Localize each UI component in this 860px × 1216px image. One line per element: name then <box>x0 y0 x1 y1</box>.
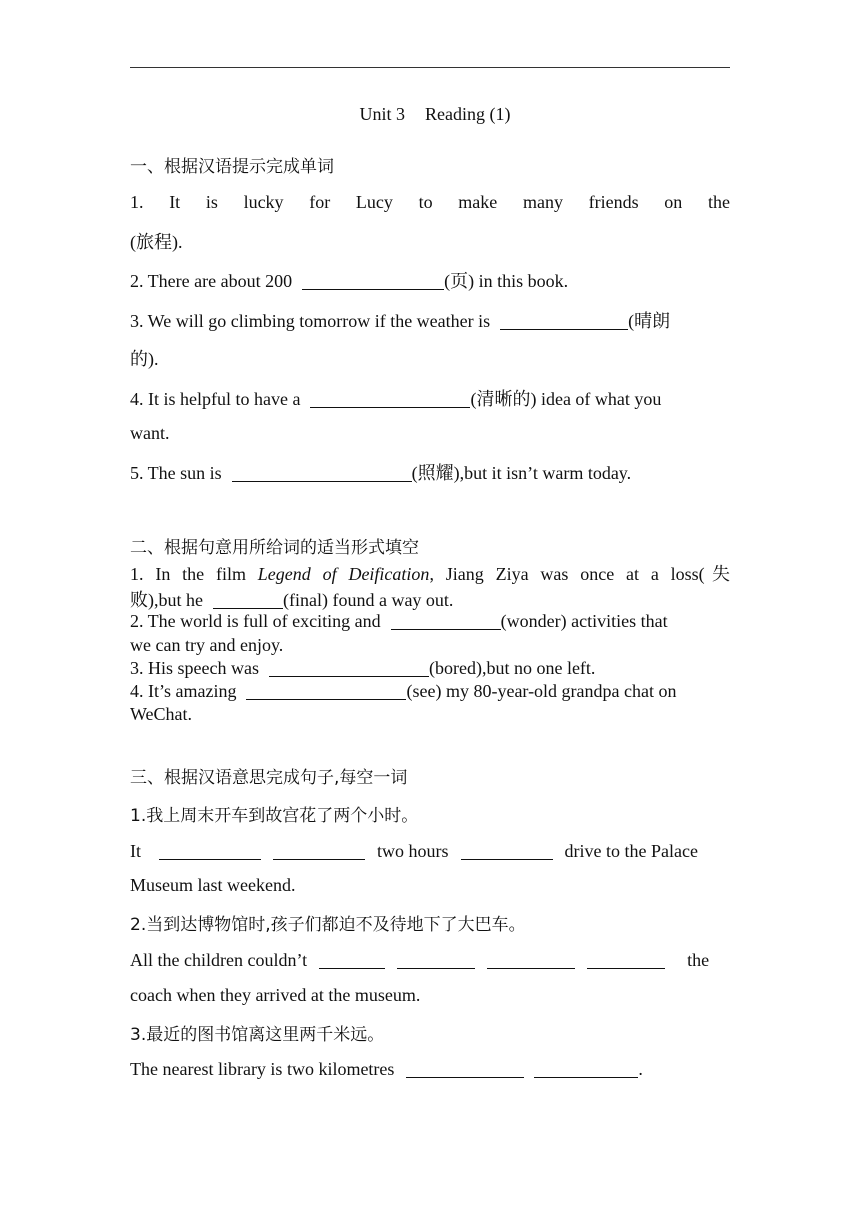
answer-blank[interactable] <box>213 590 283 609</box>
s1-question-3-cont: 的). <box>130 349 159 369</box>
answer-blank[interactable] <box>397 950 475 969</box>
answer-blank[interactable] <box>310 389 470 408</box>
s3-question-2-chinese: 2.当到达博物馆时,孩子们都迫不及待地下了大巴车。 <box>130 915 526 935</box>
answer-blank[interactable] <box>319 950 385 969</box>
answer-blank[interactable] <box>534 1059 638 1078</box>
s2-question-1: 1. In the film Legend of Deification, Jiang Ziya was once at a loss(失 <box>130 564 730 584</box>
s1-question-4-cont: want. <box>130 423 170 443</box>
s1-question-1: 1. It is lucky for Lucy to make many friends on the <box>130 192 730 212</box>
s3-question-1-cont: Museum last weekend. <box>130 875 296 895</box>
section2-heading: 二、根据句意用所给词的适当形式填空 <box>130 538 419 558</box>
answer-blank[interactable] <box>273 841 365 860</box>
s3-question-2: All the children couldn’t the <box>130 950 710 970</box>
s3-question-2-cont: coach when they arrived at the museum. <box>130 985 421 1005</box>
s3-question-3: The nearest library is two kilometres . <box>130 1059 643 1079</box>
s1-question-4: 4. It is helpful to have a (清晰的) idea of what you <box>130 389 662 409</box>
answer-blank[interactable] <box>406 1059 524 1078</box>
answer-blank[interactable] <box>587 950 665 969</box>
s3-question-1: It two hours drive to the Palace <box>130 841 698 861</box>
s2-question-1-cont: 败),but he (final) found a way out. <box>130 590 454 610</box>
answer-blank[interactable] <box>461 841 553 860</box>
answer-blank[interactable] <box>487 950 575 969</box>
s3-question-3-chinese: 3.最近的图书馆离这里两千米远。 <box>130 1025 385 1045</box>
s2-question-2-cont: we can try and enjoy. <box>130 635 284 655</box>
answer-blank[interactable] <box>500 311 628 330</box>
section3-heading: 三、根据汉语意思完成句子,每空一词 <box>130 768 408 788</box>
s1-question-3: 3. We will go climbing tomorrow if the weather is (晴朗 <box>130 311 671 331</box>
section1-heading: 一、根据汉语提示完成单词 <box>130 157 334 177</box>
page-title: Unit 3 Reading (1) <box>359 104 511 124</box>
answer-blank[interactable] <box>159 841 261 860</box>
s1-question-2: 2. There are about 200 (页) in this book. <box>130 271 569 291</box>
answer-blank[interactable] <box>302 271 444 290</box>
s2-question-4-cont: WeChat. <box>130 704 193 724</box>
answer-blank[interactable] <box>391 611 501 630</box>
s2-question-4: 4. It’s amazing (see) my 80-year-old grandpa chat on <box>130 681 677 701</box>
answer-blank[interactable] <box>246 681 406 700</box>
answer-blank[interactable] <box>269 658 429 677</box>
s1-question-1-cont: (旅程). <box>130 232 183 252</box>
s2-question-3: 3. His speech was (bored),but no one left. <box>130 658 596 678</box>
s1-question-5: 5. The sun is (照耀),but it isn’t warm today. <box>130 463 632 483</box>
header-rule <box>130 67 730 68</box>
answer-blank[interactable] <box>232 463 412 482</box>
s2-question-2: 2. The world is full of exciting and (wonder) activities that <box>130 611 668 631</box>
s3-question-1-chinese: 1.我上周末开车到故宫花了两个小时。 <box>130 806 419 826</box>
